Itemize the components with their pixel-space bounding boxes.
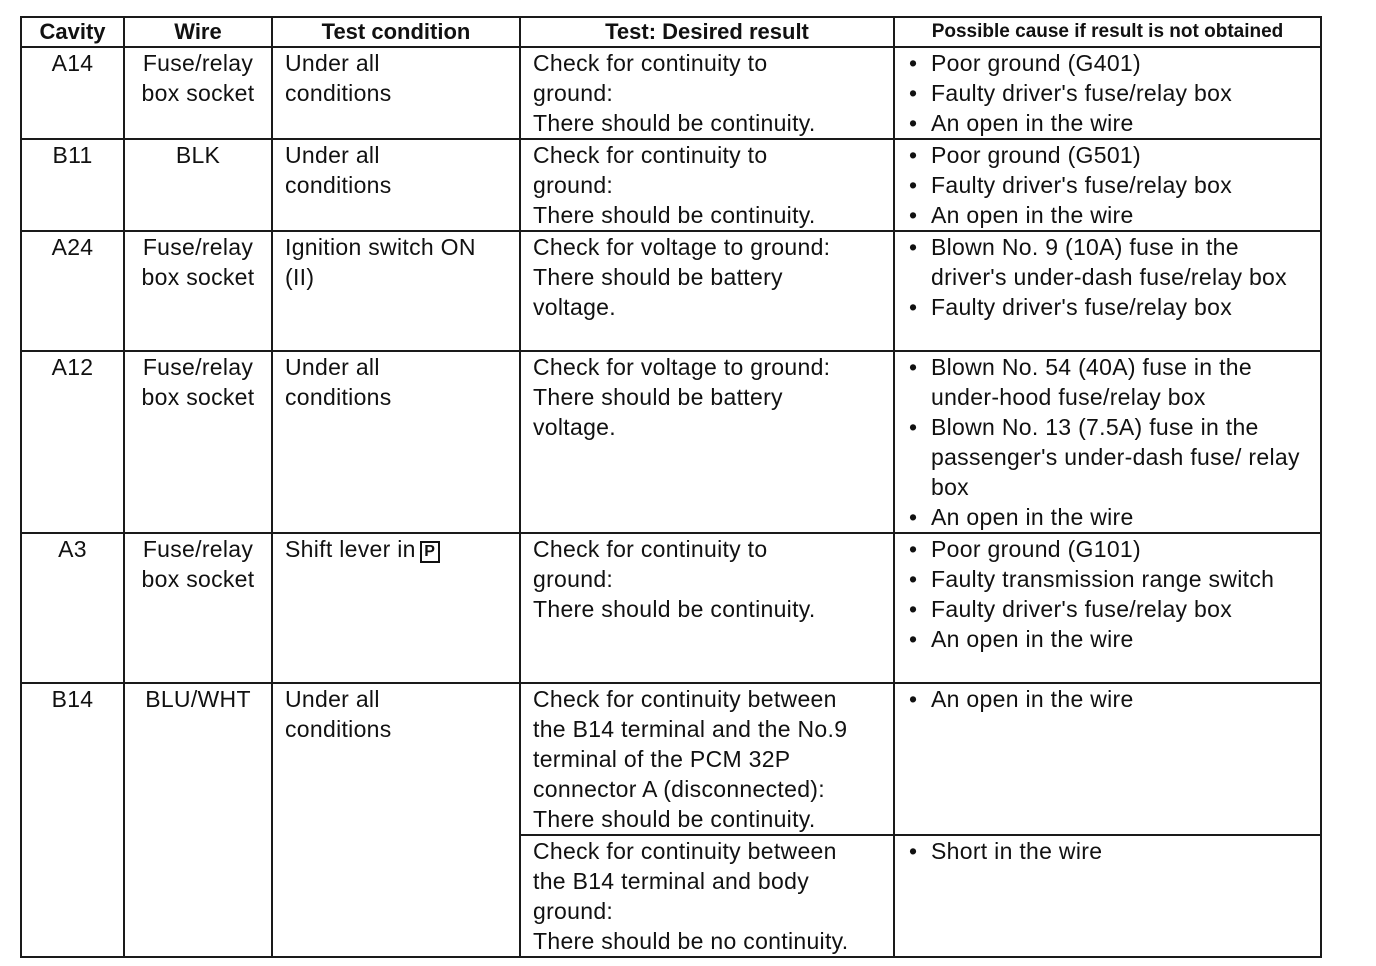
condition-line: Under all	[285, 50, 380, 76]
cavity-cell: B14	[21, 683, 124, 957]
cause-item: • Blown No. 9 (10A) fuse in the driver's under-dash fuse/relay box	[909, 232, 1316, 292]
result-line: There should be battery	[533, 384, 783, 410]
table-row	[21, 231, 1321, 351]
wire-line: Fuse/relay	[142, 50, 254, 76]
wire-line: Fuse/relay	[142, 536, 254, 562]
cause-item: • An open in the wire	[909, 684, 1316, 714]
cavity-cell: A12	[21, 351, 124, 533]
result-line: ground:	[533, 898, 614, 924]
cause-list	[895, 534, 1320, 654]
cause-item: • Short in the wire	[909, 836, 1316, 866]
cause-item: • Poor ground (G401)	[909, 48, 1316, 78]
header-test-condition: Test condition	[272, 17, 520, 47]
cause-list	[895, 140, 1320, 230]
cause-cell	[894, 139, 1321, 231]
header-desired-result: Test: Desired result	[520, 17, 894, 47]
wire-cell	[124, 47, 272, 139]
result-cell	[520, 835, 894, 957]
table-row	[21, 351, 1321, 533]
result-cell	[520, 47, 894, 139]
cause-list	[895, 48, 1320, 138]
condition-line: conditions	[285, 716, 392, 742]
wire-line: box socket	[141, 384, 255, 410]
header-cavity: Cavity	[21, 17, 124, 47]
result-line: Check for continuity between	[533, 838, 837, 864]
cause-cell	[894, 683, 1321, 835]
result-cell	[520, 683, 894, 835]
wire-cell	[124, 231, 272, 351]
result-line: terminal of the PCM 32P	[533, 746, 791, 772]
cause-list	[895, 836, 1320, 866]
result-line: There should be battery	[533, 264, 783, 290]
cause-list	[895, 232, 1320, 322]
condition-line: Under all	[285, 142, 380, 168]
cavity-cell: B11	[21, 139, 124, 231]
wire-cell	[124, 351, 272, 533]
cause-item: • An open in the wire	[909, 108, 1316, 138]
cause-cell	[894, 351, 1321, 533]
condition-line: conditions	[285, 80, 392, 106]
result-line: Check for voltage to ground:	[533, 234, 831, 260]
result-line: ground:	[533, 566, 614, 592]
cavity-cell: A3	[21, 533, 124, 683]
result-line: connector A (disconnected):	[533, 776, 825, 802]
cavity-cell: A14	[21, 47, 124, 139]
cause-item: • Blown No. 54 (40A) fuse in the under-hood fuse/relay box	[909, 352, 1316, 412]
table-row	[21, 47, 1321, 139]
cause-item: • Faulty driver's fuse/relay box	[909, 292, 1316, 322]
condition-cell	[272, 683, 520, 957]
cause-item: • An open in the wire	[909, 624, 1316, 654]
result-line: voltage.	[533, 294, 616, 320]
result-cell	[520, 533, 894, 683]
cause-list	[895, 352, 1320, 532]
cause-item: • An open in the wire	[909, 502, 1316, 532]
condition-cell	[272, 231, 520, 351]
table-row	[21, 683, 1321, 835]
wire-cell	[124, 139, 272, 231]
result-line: There should be no continuity.	[533, 928, 849, 954]
cause-cell	[894, 231, 1321, 351]
condition-line: Ignition switch ON	[285, 234, 476, 260]
result-line: There should be continuity.	[533, 202, 816, 228]
condition-cell	[272, 533, 520, 683]
result-line: There should be continuity.	[533, 806, 816, 832]
result-cell	[520, 231, 894, 351]
result-line: the B14 terminal and body	[533, 868, 810, 894]
cause-item: • Faulty driver's fuse/relay box	[909, 594, 1316, 624]
wire-line: box socket	[141, 566, 255, 592]
result-cell	[520, 139, 894, 231]
result-line: ground:	[533, 80, 614, 106]
wire-line: Fuse/relay	[142, 354, 254, 380]
cause-item: • Poor ground (G501)	[909, 140, 1316, 170]
condition-line: Under all	[285, 686, 380, 712]
table-row	[21, 139, 1321, 231]
cavity-cell: A24	[21, 231, 124, 351]
cause-item: • An open in the wire	[909, 200, 1316, 230]
park-position-symbol: P	[420, 541, 440, 563]
result-line: Check for continuity to	[533, 142, 768, 168]
cause-list	[895, 684, 1320, 714]
result-line: Check for continuity between	[533, 686, 837, 712]
wire-line: BLK	[175, 142, 221, 168]
cause-cell	[894, 835, 1321, 957]
result-line: the B14 terminal and the No.9	[533, 716, 848, 742]
result-line: Check for continuity to	[533, 536, 768, 562]
header-row	[21, 17, 1321, 47]
cause-cell	[894, 47, 1321, 139]
result-cell	[520, 351, 894, 533]
result-line: There should be continuity.	[533, 110, 816, 136]
condition-cell	[272, 139, 520, 231]
result-line: Check for continuity to	[533, 50, 768, 76]
condition-line: conditions	[285, 384, 392, 410]
result-line: Check for voltage to ground:	[533, 354, 831, 380]
cause-item: • Faulty transmission range switch	[909, 564, 1316, 594]
result-line: ground:	[533, 172, 614, 198]
condition-cell	[272, 47, 520, 139]
header-wire: Wire	[124, 17, 272, 47]
table-row	[21, 533, 1321, 683]
cause-item: • Faulty driver's fuse/relay box	[909, 170, 1316, 200]
diagnostic-table	[20, 16, 1322, 958]
wire-line: BLU/WHT	[145, 686, 251, 712]
condition-line: (II)	[285, 264, 315, 290]
header-possible-cause: Possible cause if result is not obtained	[894, 17, 1321, 47]
condition-cell	[272, 351, 520, 533]
wire-cell	[124, 533, 272, 683]
cause-cell	[894, 533, 1321, 683]
cause-item: • Blown No. 13 (7.5A) fuse in the passenger's under-dash fuse/ relay box	[909, 412, 1316, 502]
result-line: voltage.	[533, 414, 616, 440]
wire-line: box socket	[141, 80, 255, 106]
condition-line: Shift lever in	[285, 536, 416, 562]
result-line: There should be continuity.	[533, 596, 816, 622]
wire-cell	[124, 683, 272, 957]
cause-item: • Poor ground (G101)	[909, 534, 1316, 564]
condition-line: conditions	[285, 172, 392, 198]
wire-line: box socket	[141, 264, 255, 290]
wire-line: Fuse/relay	[142, 234, 254, 260]
cause-item: • Faulty driver's fuse/relay box	[909, 78, 1316, 108]
condition-line: Under all	[285, 354, 380, 380]
